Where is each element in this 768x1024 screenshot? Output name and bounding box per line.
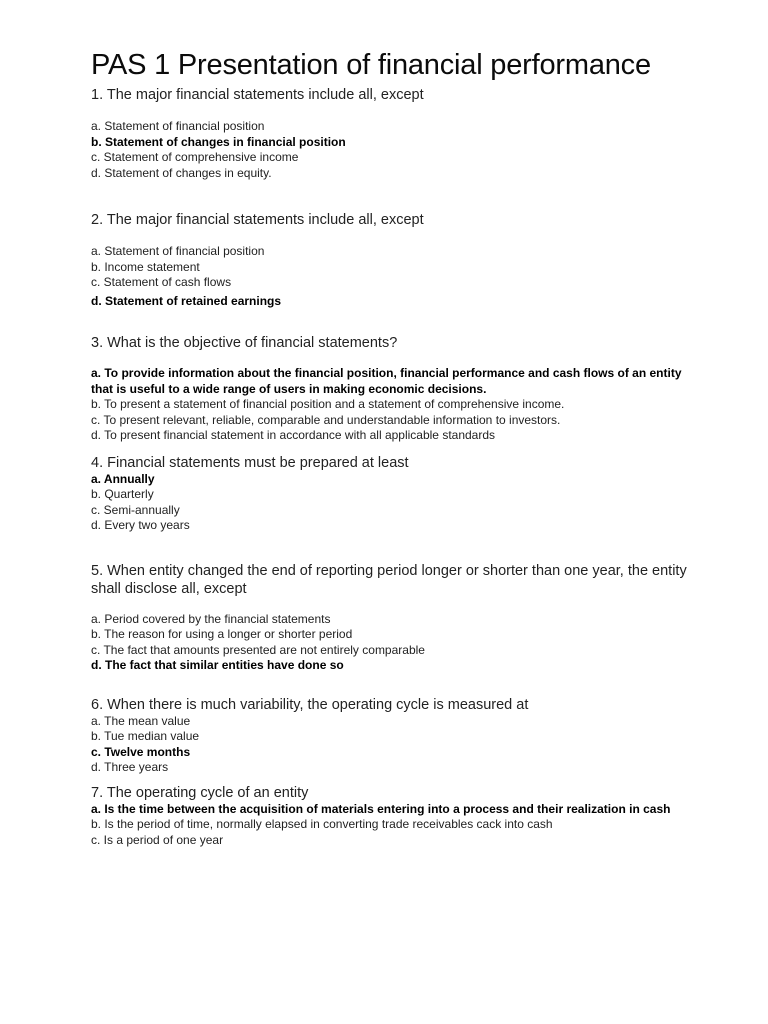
option-a-answer: a. To provide information about the financial position, financial performance and cash flows of an entity that is useful to a wide range of users in making economic decisions. [91,366,682,396]
option-a: a. Statement of financial position [91,244,265,258]
question-text: 3. What is the objective of financial statements? [91,335,398,351]
question-text: 2. The major financial statements include all, except [91,212,424,228]
option-c: c. Statement of cash flows [91,275,232,289]
question-1 [91,86,691,181]
option-a-answer: a. Is the time between the acquisition of materials entering into a process and their realization in cash [91,801,671,816]
option-d: d. To present financial statement in accordance with all applicable standards [91,428,496,442]
option-b: b. Quarterly [91,487,154,501]
option-a: a. Statement of financial position [91,119,265,133]
question-text: 4. Financial statements must be prepared at least [91,454,409,471]
option-d-answer: d. Statement of retained earnings [91,293,282,308]
options-list [91,244,691,309]
option-a: a. Period covered by the financial statements [91,611,331,626]
option-b: b. Income statement [91,259,200,274]
option-b: b. The reason for using a longer or shorter period [91,627,353,641]
option-c: c. The fact that amounts presented are not entirely comparable [91,642,425,657]
option-c: c. To present relevant, reliable, comparable and understandable information to investors. [91,412,561,427]
options-list [91,119,691,181]
question-6 [91,696,691,776]
question-2 [91,211,691,309]
options-list [91,472,691,534]
option-b-answer: b. Statement of changes in financial position [91,134,346,149]
options-list [91,612,691,674]
option-c-answer: c. Twelve months [91,744,191,759]
question-3 [91,334,691,444]
option-c: c. Statement of comprehensive income [91,150,299,164]
options-list [91,802,691,849]
question-4 [91,454,691,534]
question-text: 7. The operating cycle of an entity [91,784,309,801]
option-d: d. Statement of changes in equity. [91,165,272,180]
option-c: c. Semi-annually [91,502,180,517]
option-b: b. To present a statement of financial position and a statement of comprehensive income. [91,397,565,411]
question-text: 5. When entity changed the end of reporting period longer or shorter than one year, the entity shall disclose all, except [91,562,687,597]
option-b: b. Tue median value [91,729,200,743]
option-a-answer: a. Annually [91,471,155,486]
option-a: a. The mean value [91,713,191,728]
question-7 [91,784,691,849]
question-text: 1. The major financial statements include all, except [91,87,424,103]
option-d-answer: d. The fact that similar entities have done so [91,658,344,672]
option-b: b. Is the period of time, normally elapsed in converting trade receivables cack into cash [91,817,553,831]
page-title: PAS 1 Presentation of financial performance [91,49,651,81]
document-page [91,48,691,848]
option-d: d. Three years [91,760,169,774]
option-d: d. Every two years [91,518,190,532]
options-list [91,714,691,776]
options-list [91,366,691,444]
question-5 [91,562,691,674]
question-text: 6. When there is much variability, the operating cycle is measured at [91,696,529,713]
option-c: c. Is a period of one year [91,832,224,847]
